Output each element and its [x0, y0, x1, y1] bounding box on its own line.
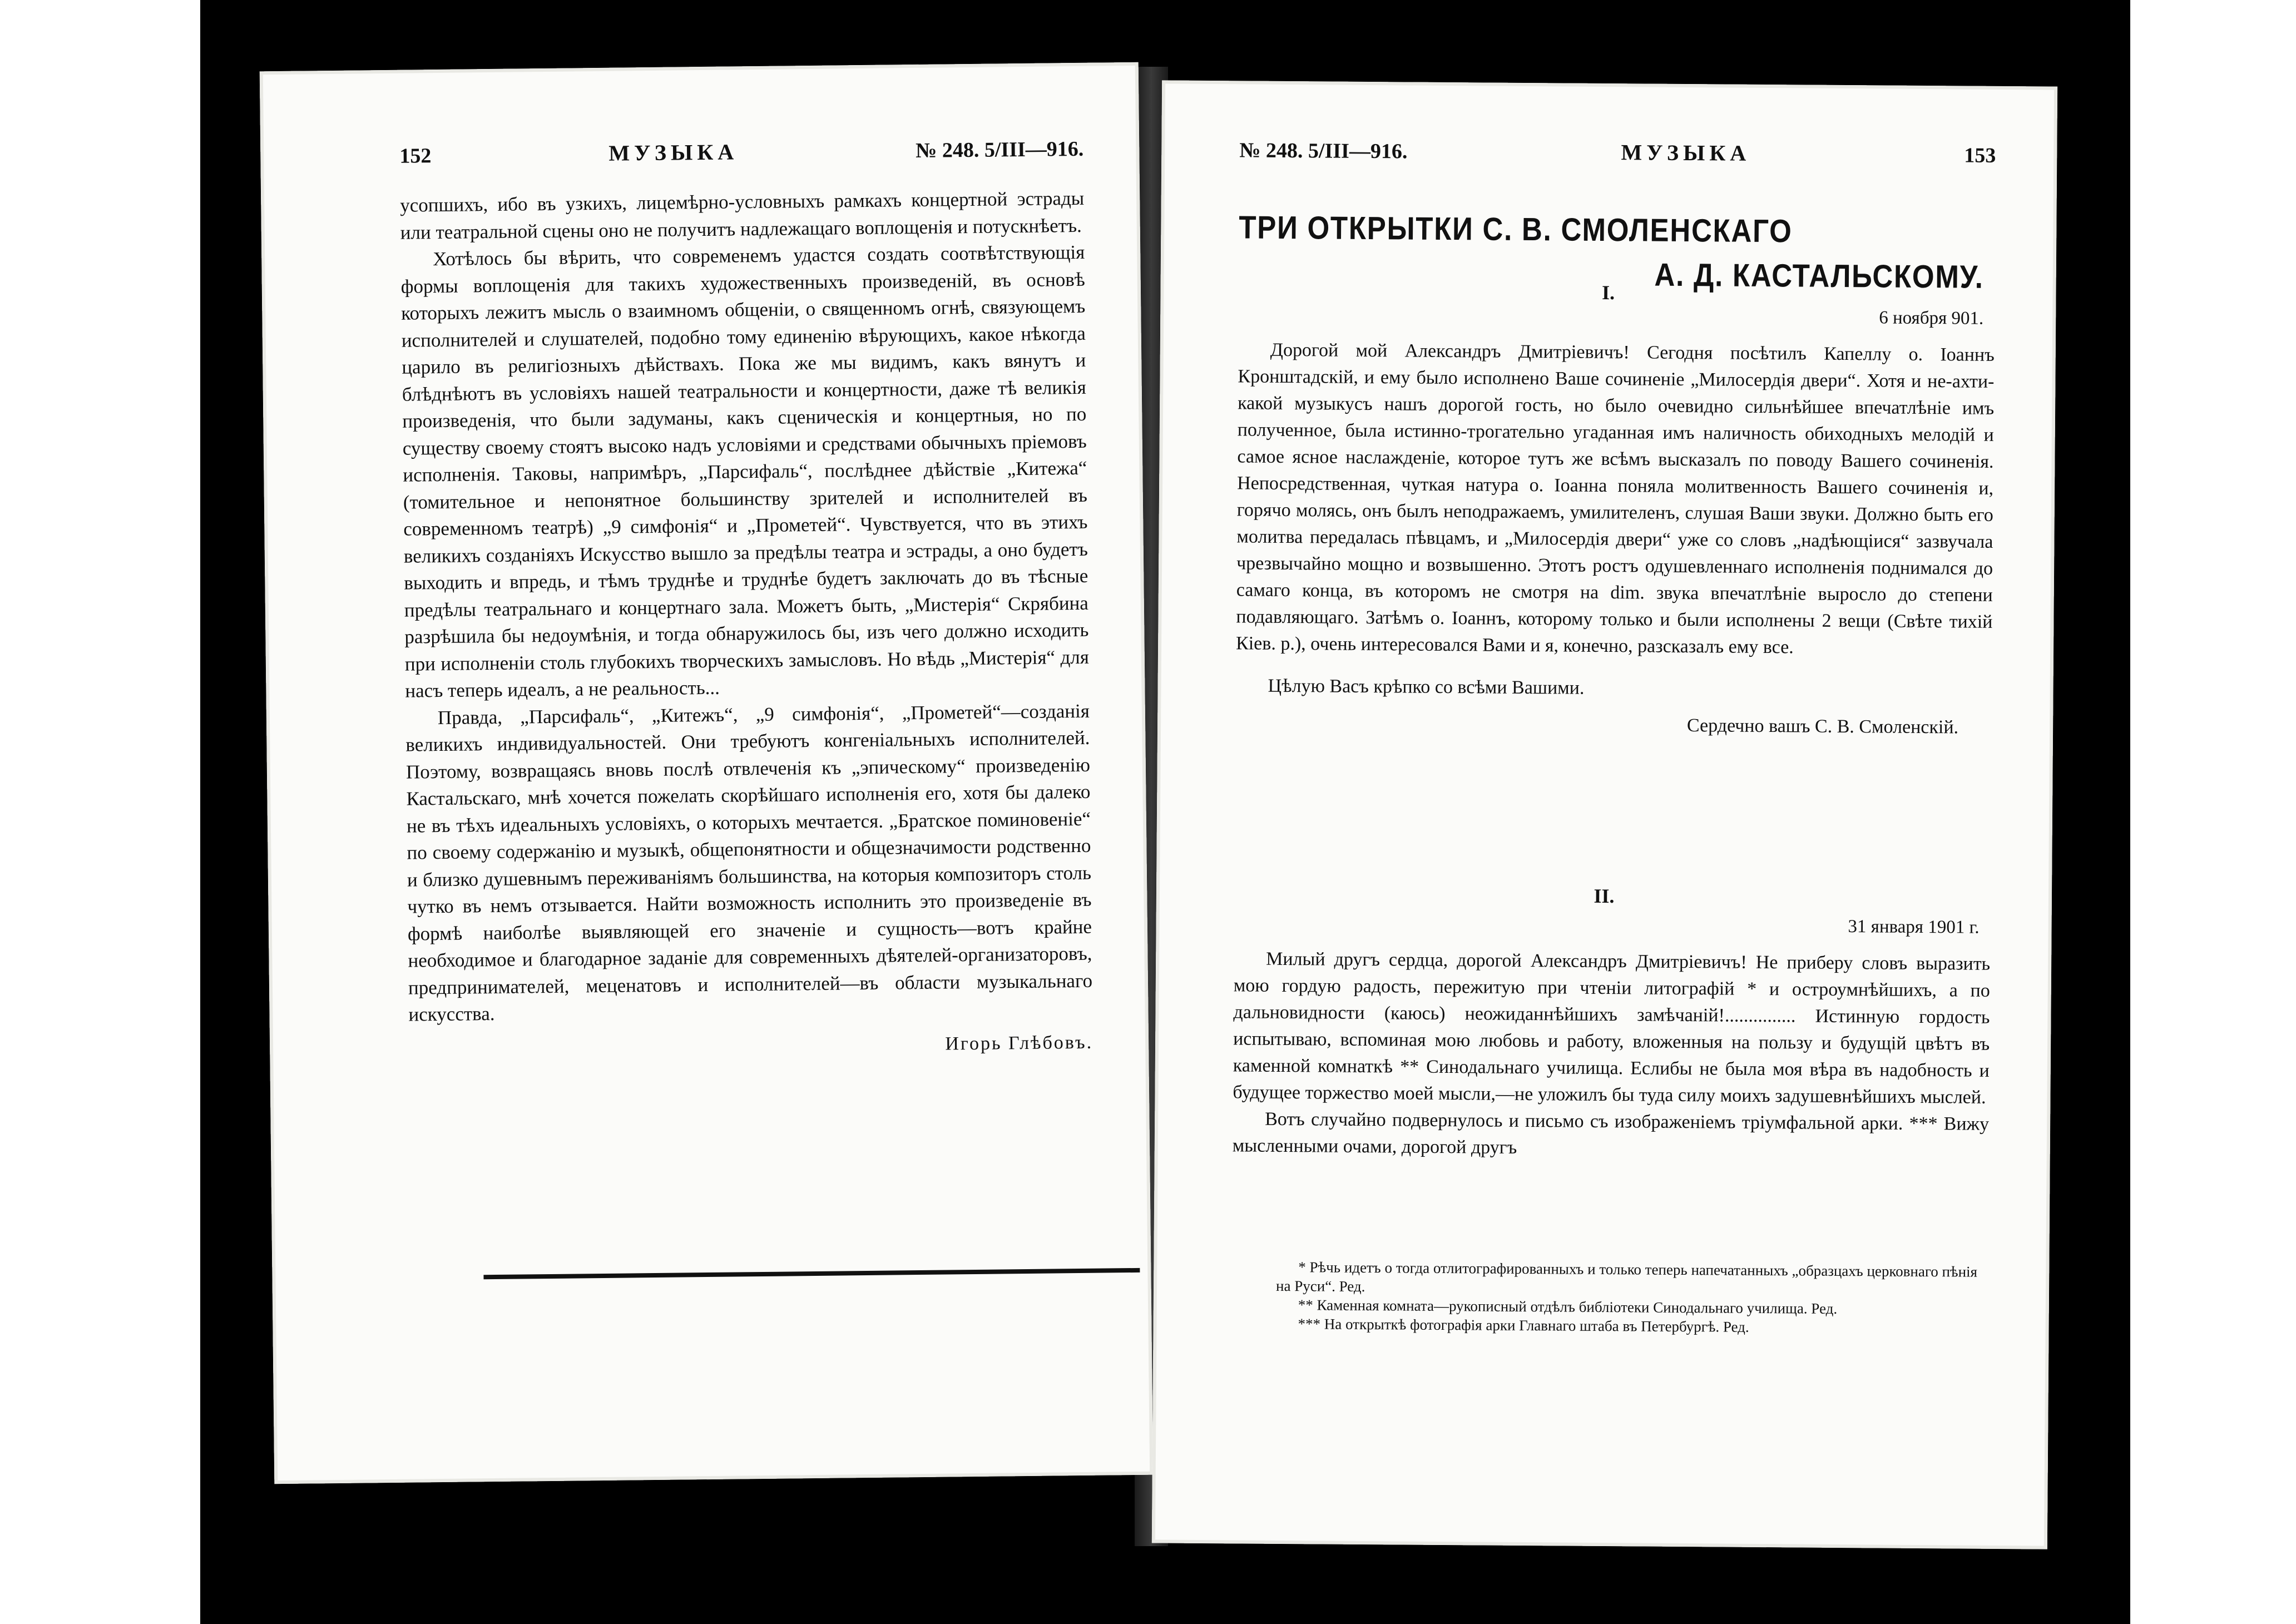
letter2-text: [1233, 945, 1991, 1164]
letter-body: Дорогой мой Александръ Дмитріевичъ! Сегодня посѣтилъ Капеллу о. Іоаннъ Кронштадскій, и ему было исполнено Ваше сочиненіе „Милосердія двери“. Хотя и не-ахти-какой музыкусъ нашъ дорогой гость, но было очевидно сильнѣйшее впечатлѣніе имъ полученное, была истинно-трогательно угаданная имъ наличность обиходныхъ мелодій и самое ясное наслажденіе, которое тутъ же всѣмъ высказалъ по поводу Вашего сочиненія. Непосредственная, чуткая натура о. Іоанна поняла молитвенность Вашего сочиненія и, горячо молясь, онъ былъ неподражаемъ, умилителенъ, слушая Ваши звуки. Должно быть его молитва передалась пѣвцамъ, и „Милосердія двери“ уже со словъ „надѣющіися“ зазвучала чрезвычайно мощно и возвышенно. Этотъ ростъ одушевленнаго исполненія поднимался до самаго конца, въ которомъ не смотря на dim. звука впечатлѣніе выросло до степени подавляющаго. Затѣмъ о. Іоаннъ, которому только и были исполнены 2 вещи (Свѣте тихій Кіев. р.), очень интересовался Вами и я, конечно, разсказалъ ему все.: [1236, 339, 1995, 658]
letter1-text: [1235, 336, 1995, 741]
page-number: 152: [399, 144, 432, 168]
footnote: * Рѣчь идетъ о тогда отлитографированныхъ и только теперь напечатанныхъ „образцахъ церковнаго пѣнія на Руси“. Ред.: [1275, 1259, 1978, 1295]
issue-number: № 248. 5/III—916.: [915, 137, 1084, 162]
footnote: ** Каменная комната—рукописный отдѣлъ библіотеки Синодальнаго училища. Ред.: [1298, 1296, 1838, 1317]
letter-body: Милый другъ сердца, дорогой Александръ Дмитріевичъ! Не приберу словъ выразить мою гордую радость, пережитую при чтеніи литографій * и остроумнѣйшихъ, а по дальновидности (каюсь) неожиданнѣйшихъ замѣчаній!............... Истинную гордость испытываю, вспоминая мою любовь и работу, вложенныя на пользу и будущій цвѣтъ въ каменной комнаткѣ ** Синодальнаго училища. Еслибы не была моя вѣра въ надобность и будущее торжество моей мысли,—не уложилъ бы туда силу моихъ задушевнѣйшихъ мыслей.: [1233, 948, 1991, 1108]
letter-date: 6 ноября 901.: [1879, 308, 1984, 329]
author-signature: Игорь Глѣбовъ.: [945, 1032, 1093, 1054]
page-number: 153: [1964, 143, 1996, 167]
article-title-line2: А. Д. КАСТАЛЬСКОМУ.: [1654, 256, 1984, 295]
letter-date: 31 января 1901 г.: [1848, 917, 1980, 938]
paragraph: Правда, „Парсифаль“, „Китежъ“, „9 симфонія“, „Прометей“—созданія великихъ индивидуальностей. Они требуютъ конгеніальныхъ исполнителей. Поэтому, возвращаясь вновь послѣ отвлеченія къ „эпическому“ произведенію Кастальскаго, мнѣ хочется пожелать скорѣйшаго исполненія его, хотя бы далеко не въ тѣхъ идеальныхъ условіяхъ, о которыхъ мечтается. „Братское поминовеніе“ по своему содержанію и музыкѣ, общепонятности и общезначимости родственно и близко душевнымъ переживаніямъ большинства, на которыя композиторъ столь чутко въ немъ отзывается. Найти возможность исполнить это произведеніе въ формѣ наиболѣе выявляющей его значеніе и сущность—вотъ крайне необходимое и благодарное заданіе для современныхъ дѣятелей-организаторовъ, предпринимателей, меценатовъ и исполнителей—въ области музыкальнаго искусства.: [405, 700, 1093, 1026]
letter-body: Вотъ случайно подвернулось и письмо съ изображеніемъ тріумфальной арки. *** Вижу мысленными очами, дорогой другъ: [1232, 1108, 1990, 1158]
letter-numeral: II.: [1594, 884, 1615, 908]
scan-artifact: [1613, 22, 1646, 61]
left-page-header: [399, 135, 1084, 181]
footnotes: [1275, 1257, 1988, 1338]
paragraph: Хотѣлось бы вѣрить, что современемъ удастся создать соотвѣтствующія формы воплощенія для такихъ художественныхъ произведеній, въ основѣ которыхъ лежитъ мысль о взаимномъ общеніи, о священномъ огнѣ, связующемъ исполнителей и слушателей, подобно тому единенію вѣрующихъ, какое нѣкогда царило въ религіозныхъ дѣйствахъ. Пока же мы видимъ, какъ вянутъ и блѣднѣютъ въ условіяхъ нашей театральности и концертности, даже тѣ великія произведенія, что были задуманы, какъ сценическія и концертныя, но по существу своему стоятъ высоко надъ условіями и средствами обычныхъ пріемовъ исполненія. Таковы, напримѣръ, „Парсифаль“, послѣднее дѣйствіе „Китежа“ (томительное и непонятное большинству зрителей и исполнителей въ современномъ театрѣ) „9 симфонія“ и „Прометей“. Чувствуется, что въ этихъ великихъ созданіяхъ Искусство вышло за предѣлы театра и эстрады, а оно будетъ выходить и впредь, и тѣмъ труднѣе и труднѣе будетъ заключать до въ тѣсные предѣлы театральнаго и концертнаго зала. Можетъ быть, „Мистерія“ Скрябина разрѣшила бы недоумѣнія, и тогда обнаружилось бы, изъ чего должно исходить при исполненіи столь глубокихъ творческихъ замысловъ. Но вѣдь „Мистерія“ для насъ теперь идеалъ, а не реальность...: [400, 241, 1090, 702]
right-page-header: [1239, 136, 1996, 180]
left-text-column: [400, 185, 1093, 1063]
left-page: [260, 62, 1154, 1484]
journal-title: МУЗЫКА: [608, 139, 739, 166]
letter-closing: Цѣлую Васъ крѣпко со всѣми Вашими.: [1268, 675, 1585, 699]
journal-title: МУЗЫКА: [1621, 140, 1751, 166]
letter-numeral: I.: [1601, 281, 1615, 304]
issue-number: № 248. 5/III—916.: [1239, 138, 1408, 164]
scan-artifact: [1357, 22, 1468, 61]
article-title-line1: ТРИ ОТКРЫТКИ С. В. СМОЛЕНСКАГО: [1239, 209, 1793, 250]
paragraph: усопшихъ, ибо въ узкихъ, лицемѣрно-условныхъ рамкахъ концертной эстрады или театральной сцены оно не получитъ надлежащаго воплощенія и потускнѣетъ.: [400, 187, 1085, 244]
footnote: *** На открыткѣ фотографія арки Главнаго штаба въ Петербургѣ. Ред.: [1298, 1315, 1749, 1335]
end-rule: [483, 1268, 1140, 1279]
scan-artifact: [1251, 22, 1329, 61]
letter-signature: Сердечно вашъ С. В. Смоленскій.: [1686, 715, 1959, 738]
right-page: [1152, 80, 2057, 1549]
